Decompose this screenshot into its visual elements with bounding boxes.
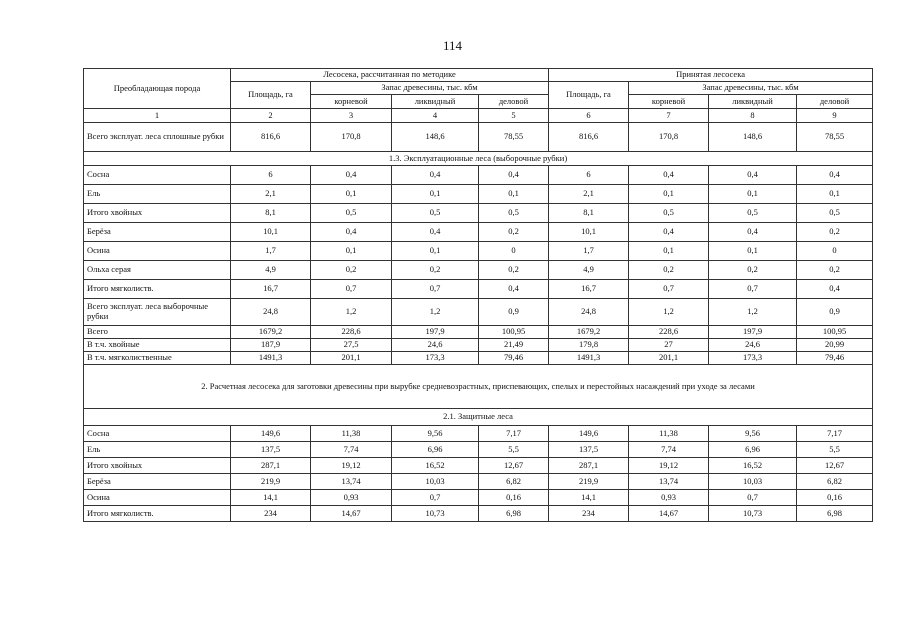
table-row bbox=[84, 352, 873, 365]
column-number: 6 bbox=[549, 109, 629, 123]
header-stock-1: Запас древесины, тыс. кбм bbox=[311, 82, 549, 95]
table-cell: 0,1 bbox=[392, 242, 479, 261]
table-row bbox=[84, 442, 873, 458]
table-cell: 27 bbox=[629, 339, 709, 352]
table-cell: 234 bbox=[549, 506, 629, 522]
row-label: Итого хвойных bbox=[84, 458, 231, 474]
row-label: Берёза bbox=[84, 223, 231, 242]
table-cell: 234 bbox=[231, 506, 311, 522]
table-cell: 0,7 bbox=[392, 490, 479, 506]
table-cell: 20,99 bbox=[797, 339, 873, 352]
table-cell: 27,5 bbox=[311, 339, 392, 352]
table-cell: 16,52 bbox=[392, 458, 479, 474]
table-cell: 0,2 bbox=[709, 261, 797, 280]
header-group-method: Лесосека, рассчитанная по методике bbox=[231, 69, 549, 82]
table-cell: 10,03 bbox=[709, 474, 797, 490]
table-cell: 187,9 bbox=[231, 339, 311, 352]
table-cell: 0,4 bbox=[311, 166, 392, 185]
header-liquid-2: ликвидный bbox=[709, 95, 797, 109]
table-cell: 6 bbox=[231, 166, 311, 185]
table-cell: 0,4 bbox=[629, 166, 709, 185]
table-cell: 816,6 bbox=[549, 123, 629, 152]
table-cell: 0,4 bbox=[797, 166, 873, 185]
table-cell: 137,5 bbox=[231, 442, 311, 458]
section-title: 2.1. Защитные леса bbox=[84, 409, 873, 426]
table-cell: 5,5 bbox=[797, 442, 873, 458]
column-number: 3 bbox=[311, 109, 392, 123]
table-cell: 197,9 bbox=[392, 326, 479, 339]
table-row bbox=[84, 326, 873, 339]
table-cell: 0,7 bbox=[629, 280, 709, 299]
table-cell: 1,2 bbox=[311, 299, 392, 326]
table-cell: 179,8 bbox=[549, 339, 629, 352]
table-cell: 6,98 bbox=[479, 506, 549, 522]
table-cell: 6,98 bbox=[797, 506, 873, 522]
section-row bbox=[84, 365, 873, 409]
table-cell: 11,38 bbox=[311, 426, 392, 442]
table-cell: 287,1 bbox=[231, 458, 311, 474]
row-label: Сосна bbox=[84, 166, 231, 185]
table-cell: 0,4 bbox=[392, 223, 479, 242]
table-cell: 173,3 bbox=[392, 352, 479, 365]
table-cell: 287,1 bbox=[549, 458, 629, 474]
table-cell: 201,1 bbox=[311, 352, 392, 365]
table-cell: 0,4 bbox=[629, 223, 709, 242]
table-cell: 4,9 bbox=[549, 261, 629, 280]
column-number: 4 bbox=[392, 109, 479, 123]
table-row bbox=[84, 339, 873, 352]
row-label: Ель bbox=[84, 442, 231, 458]
table-cell: 0,4 bbox=[479, 166, 549, 185]
row-label: В т.ч. мягколиственные bbox=[84, 352, 231, 365]
table-cell: 6 bbox=[549, 166, 629, 185]
table-cell: 0,9 bbox=[479, 299, 549, 326]
table-cell: 0,93 bbox=[629, 490, 709, 506]
table-cell: 0,2 bbox=[797, 223, 873, 242]
table-cell: 197,9 bbox=[709, 326, 797, 339]
table-cell: 8,1 bbox=[549, 204, 629, 223]
table-cell: 0,1 bbox=[629, 242, 709, 261]
table-cell: 0,7 bbox=[709, 280, 797, 299]
table-cell: 13,74 bbox=[629, 474, 709, 490]
table-cell: 816,6 bbox=[231, 123, 311, 152]
column-number: 2 bbox=[231, 109, 311, 123]
table-cell: 228,6 bbox=[629, 326, 709, 339]
table-cell: 14,67 bbox=[311, 506, 392, 522]
table-cell: 148,6 bbox=[392, 123, 479, 152]
table-cell: 10,03 bbox=[392, 474, 479, 490]
table-cell: 100,95 bbox=[479, 326, 549, 339]
table-row bbox=[84, 223, 873, 242]
header-root-1: корневой bbox=[311, 95, 392, 109]
header-row-numbers bbox=[84, 109, 873, 123]
table-cell: 0,4 bbox=[392, 166, 479, 185]
table-cell: 0,5 bbox=[392, 204, 479, 223]
header-row-groups bbox=[84, 69, 873, 82]
table-cell: 0,7 bbox=[392, 280, 479, 299]
row-label: Всего эксплуат. леса выборочные рубки bbox=[84, 299, 231, 326]
table-cell: 24,6 bbox=[709, 339, 797, 352]
section-row bbox=[84, 409, 873, 426]
table-cell: 1,2 bbox=[392, 299, 479, 326]
table-cell: 173,3 bbox=[709, 352, 797, 365]
table-cell: 0,16 bbox=[479, 490, 549, 506]
table-cell: 0,1 bbox=[479, 185, 549, 204]
table-cell: 2,1 bbox=[231, 185, 311, 204]
table-cell: 1679,2 bbox=[549, 326, 629, 339]
table-cell: 0,5 bbox=[797, 204, 873, 223]
table-row bbox=[84, 261, 873, 280]
table-row bbox=[84, 166, 873, 185]
table-cell: 10,73 bbox=[709, 506, 797, 522]
table-row bbox=[84, 242, 873, 261]
table-row bbox=[84, 299, 873, 326]
table-row bbox=[84, 474, 873, 490]
section-title: 2. Расчетная лесосека для заготовки древесины при вырубке средневозрастных, приспевающих, спелых и перестойных насаждений при уходе за лесами bbox=[84, 365, 873, 409]
column-number: 9 bbox=[797, 109, 873, 123]
table-cell: 7,17 bbox=[479, 426, 549, 442]
table-cell: 170,8 bbox=[629, 123, 709, 152]
table-cell: 12,67 bbox=[479, 458, 549, 474]
row-label: Всего эксплуат. леса сплошные рубки bbox=[84, 123, 231, 152]
table-cell: 6,82 bbox=[479, 474, 549, 490]
table-cell: 0,5 bbox=[629, 204, 709, 223]
table-cell: 149,6 bbox=[549, 426, 629, 442]
table-row bbox=[84, 506, 873, 522]
table-cell: 219,9 bbox=[549, 474, 629, 490]
table-cell: 19,12 bbox=[311, 458, 392, 474]
table-cell: 13,74 bbox=[311, 474, 392, 490]
header-business-1: деловой bbox=[479, 95, 549, 109]
table-cell: 9,56 bbox=[709, 426, 797, 442]
table-cell: 24,8 bbox=[549, 299, 629, 326]
table-cell: 4,9 bbox=[231, 261, 311, 280]
forest-table bbox=[83, 68, 873, 522]
header-root-2: корневой bbox=[629, 95, 709, 109]
table-cell: 79,46 bbox=[797, 352, 873, 365]
table-cell: 6,96 bbox=[392, 442, 479, 458]
table-cell: 24,6 bbox=[392, 339, 479, 352]
section-row bbox=[84, 152, 873, 166]
row-label: В т.ч. хвойные bbox=[84, 339, 231, 352]
table-cell: 0,5 bbox=[479, 204, 549, 223]
table-cell: 16,7 bbox=[549, 280, 629, 299]
table-cell: 1,2 bbox=[629, 299, 709, 326]
table-cell: 10,73 bbox=[392, 506, 479, 522]
table-cell: 2,1 bbox=[549, 185, 629, 204]
table-row bbox=[84, 185, 873, 204]
table-cell: 78,55 bbox=[479, 123, 549, 152]
table-cell: 0,2 bbox=[479, 223, 549, 242]
row-label: Берёза bbox=[84, 474, 231, 490]
table-row bbox=[84, 490, 873, 506]
header-area-1: Площадь, га bbox=[231, 82, 311, 109]
table-cell: 78,55 bbox=[797, 123, 873, 152]
table-cell: 24,8 bbox=[231, 299, 311, 326]
table-cell: 5,5 bbox=[479, 442, 549, 458]
page-number: 114 bbox=[442, 38, 463, 53]
column-number: 1 bbox=[84, 109, 231, 123]
table-cell: 0,1 bbox=[629, 185, 709, 204]
table-cell: 6,96 bbox=[709, 442, 797, 458]
header-liquid-1: ликвидный bbox=[392, 95, 479, 109]
table-cell: 14,67 bbox=[629, 506, 709, 522]
header-species: Преобладающая порода bbox=[84, 69, 231, 109]
table-cell: 1491,3 bbox=[231, 352, 311, 365]
row-label: Итого хвойных bbox=[84, 204, 231, 223]
table-cell: 7,17 bbox=[797, 426, 873, 442]
table-cell: 14,1 bbox=[549, 490, 629, 506]
table-cell: 1679,2 bbox=[231, 326, 311, 339]
row-label: Ель bbox=[84, 185, 231, 204]
table-cell: 0,4 bbox=[709, 223, 797, 242]
table-cell: 201,1 bbox=[629, 352, 709, 365]
header-group-accepted: Принятая лесосека bbox=[549, 69, 873, 82]
table-cell: 16,7 bbox=[231, 280, 311, 299]
column-number: 5 bbox=[479, 109, 549, 123]
row-label: Всего bbox=[84, 326, 231, 339]
table-cell: 12,67 bbox=[797, 458, 873, 474]
table-cell: 149,6 bbox=[231, 426, 311, 442]
table-cell: 10,1 bbox=[231, 223, 311, 242]
table-cell: 100,95 bbox=[797, 326, 873, 339]
table-cell: 0 bbox=[479, 242, 549, 261]
table-cell: 19,12 bbox=[629, 458, 709, 474]
table-cell: 0,1 bbox=[709, 242, 797, 261]
table-cell: 148,6 bbox=[709, 123, 797, 152]
table-cell: 219,9 bbox=[231, 474, 311, 490]
table-cell: 0,9 bbox=[797, 299, 873, 326]
table-cell: 0,4 bbox=[479, 280, 549, 299]
table-cell: 170,8 bbox=[311, 123, 392, 152]
column-number: 8 bbox=[709, 109, 797, 123]
row-label: Сосна bbox=[84, 426, 231, 442]
table-cell: 0,16 bbox=[797, 490, 873, 506]
table-cell: 0,2 bbox=[479, 261, 549, 280]
table-cell: 0,1 bbox=[311, 242, 392, 261]
table-row bbox=[84, 204, 873, 223]
table-cell: 0,2 bbox=[797, 261, 873, 280]
table-cell: 0,2 bbox=[392, 261, 479, 280]
column-number: 7 bbox=[629, 109, 709, 123]
table-cell: 14,1 bbox=[231, 490, 311, 506]
table-cell: 0,7 bbox=[311, 280, 392, 299]
table-cell: 0,5 bbox=[709, 204, 797, 223]
table-cell: 0,4 bbox=[797, 280, 873, 299]
row-label: Ольха серая bbox=[84, 261, 231, 280]
table-cell: 137,5 bbox=[549, 442, 629, 458]
table-cell: 0,4 bbox=[311, 223, 392, 242]
table-cell: 79,46 bbox=[479, 352, 549, 365]
table-cell: 7,74 bbox=[311, 442, 392, 458]
section-title: 1.3. Эксплуатационные леса (выборочные рубки) bbox=[84, 152, 873, 166]
table-cell: 10,1 bbox=[549, 223, 629, 242]
row-label: Итого мягколиств. bbox=[84, 506, 231, 522]
table-cell: 1,2 bbox=[709, 299, 797, 326]
table-cell: 0,1 bbox=[797, 185, 873, 204]
table-cell: 0,7 bbox=[709, 490, 797, 506]
table-cell: 228,6 bbox=[311, 326, 392, 339]
table-cell: 0 bbox=[797, 242, 873, 261]
table-cell: 6,82 bbox=[797, 474, 873, 490]
table-cell: 16,52 bbox=[709, 458, 797, 474]
row-label: Осина bbox=[84, 490, 231, 506]
header-stock-2: Запас древесины, тыс. кбм bbox=[629, 82, 873, 95]
table-cell: 0,1 bbox=[709, 185, 797, 204]
table-cell: 1,7 bbox=[231, 242, 311, 261]
table-cell: 0,5 bbox=[311, 204, 392, 223]
table-row bbox=[84, 123, 873, 152]
table-cell: 11,38 bbox=[629, 426, 709, 442]
header-business-2: деловой bbox=[797, 95, 873, 109]
table-cell: 21,49 bbox=[479, 339, 549, 352]
table-cell: 0,1 bbox=[311, 185, 392, 204]
row-label: Осина bbox=[84, 242, 231, 261]
table-cell: 8,1 bbox=[231, 204, 311, 223]
table-cell: 7,74 bbox=[629, 442, 709, 458]
table-cell: 0,93 bbox=[311, 490, 392, 506]
table-cell: 0,4 bbox=[709, 166, 797, 185]
header-area-2: Площадь, га bbox=[549, 82, 629, 109]
row-label: Итого мягколиств. bbox=[84, 280, 231, 299]
table-row bbox=[84, 426, 873, 442]
table-cell: 0,1 bbox=[392, 185, 479, 204]
table-cell: 1,7 bbox=[549, 242, 629, 261]
table-cell: 1491,3 bbox=[549, 352, 629, 365]
table-cell: 9,56 bbox=[392, 426, 479, 442]
table-cell: 0,2 bbox=[311, 261, 392, 280]
table-cell: 0,2 bbox=[629, 261, 709, 280]
table-row bbox=[84, 458, 873, 474]
table-row bbox=[84, 280, 873, 299]
